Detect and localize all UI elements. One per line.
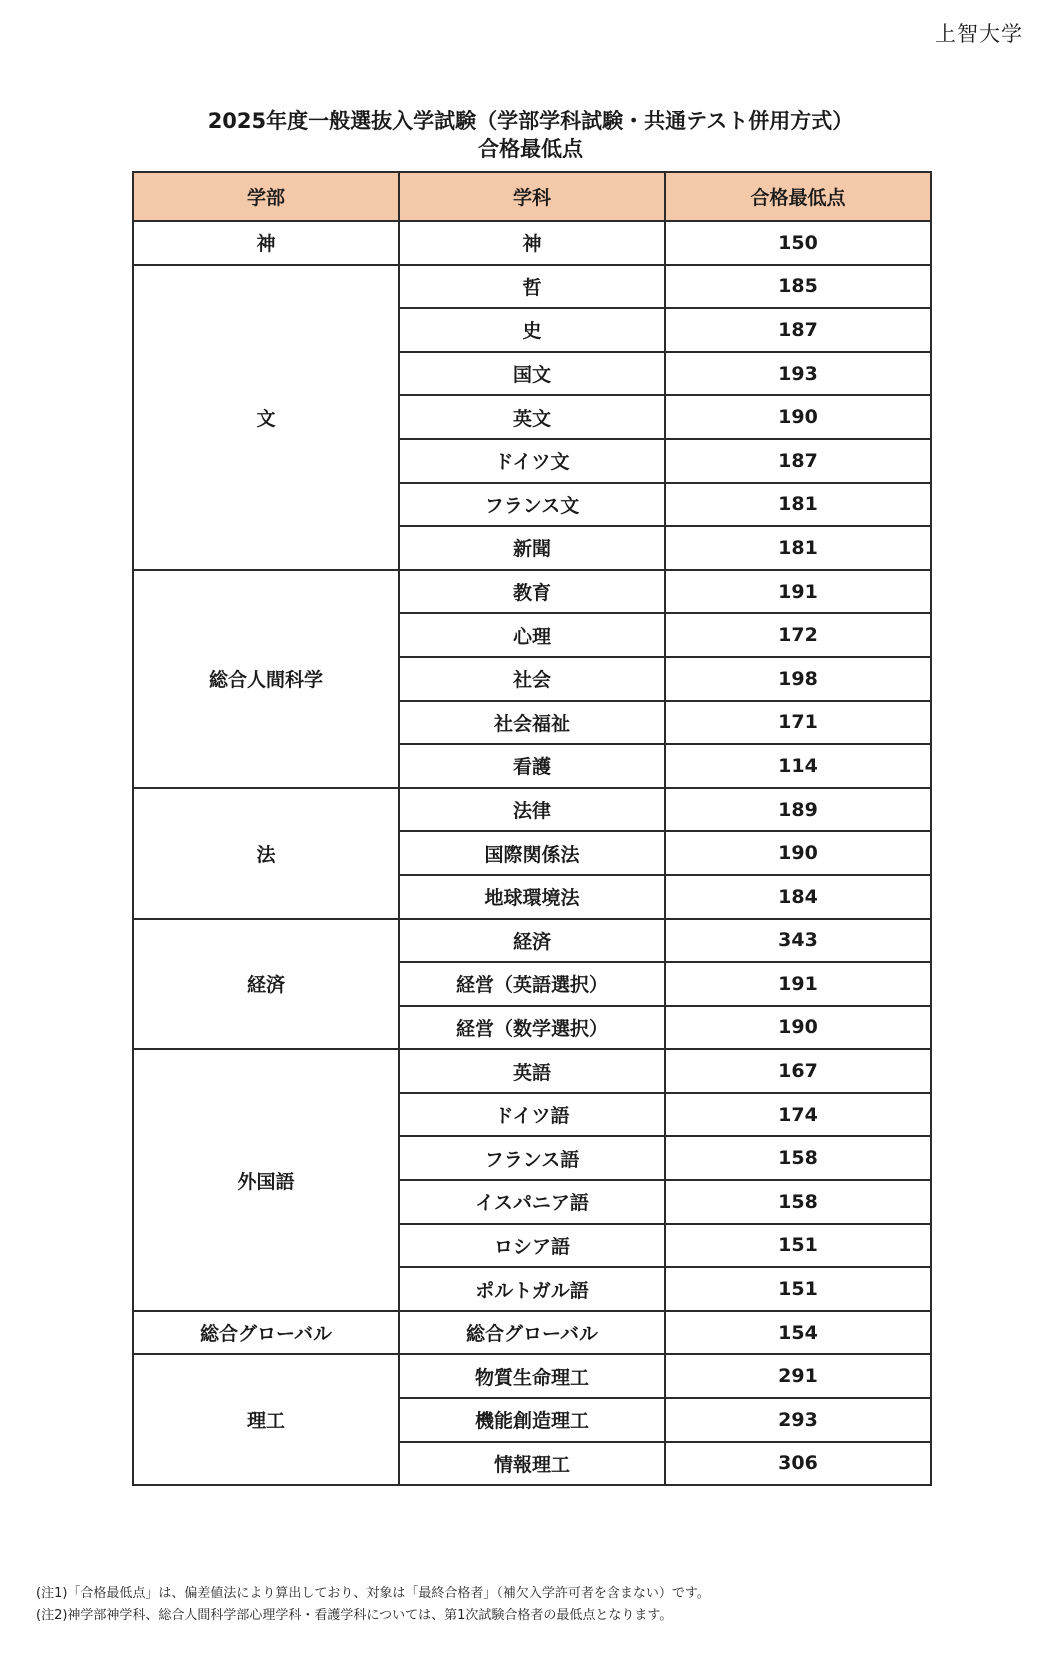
- department-cell: ドイツ語: [399, 1093, 665, 1137]
- table-row: [133, 1049, 931, 1093]
- department-cell: 法律: [399, 788, 665, 832]
- min-score-cell: 158: [665, 1180, 931, 1224]
- department-cell: 教育: [399, 570, 665, 614]
- min-score-cell: 190: [665, 1006, 931, 1050]
- table-row: [133, 1311, 931, 1355]
- footnote-1: (注1)「合格最低点」は、偏差値法により算出しており、対象は「最終合格者」（補欠入学許可者を含まない）です。: [36, 1586, 710, 1601]
- min-score-cell: 181: [665, 526, 931, 570]
- department-cell: ロシア語: [399, 1224, 665, 1268]
- min-score-cell: 151: [665, 1224, 931, 1268]
- department-cell: 総合グローバル: [399, 1311, 665, 1355]
- min-score-cell: 293: [665, 1398, 931, 1442]
- min-score-cell: 191: [665, 962, 931, 1006]
- department-cell: 英文: [399, 395, 665, 439]
- min-score-cell: 174: [665, 1093, 931, 1137]
- page-title: [0, 107, 1061, 163]
- department-cell: フランス語: [399, 1136, 665, 1180]
- header-department: 学科: [399, 172, 665, 221]
- table-row: [133, 919, 931, 963]
- department-cell: 史: [399, 308, 665, 352]
- department-cell: ドイツ文: [399, 439, 665, 483]
- table-row: [133, 1354, 931, 1398]
- department-cell: 新聞: [399, 526, 665, 570]
- min-score-cell: 191: [665, 570, 931, 614]
- min-score-cell: 189: [665, 788, 931, 832]
- table-row: [133, 570, 931, 614]
- department-cell: 看護: [399, 744, 665, 788]
- faculty-cell: 外国語: [133, 1049, 399, 1311]
- department-cell: 社会: [399, 657, 665, 701]
- score-table: [132, 171, 932, 1486]
- department-cell: 国際関係法: [399, 831, 665, 875]
- department-cell: フランス文: [399, 483, 665, 527]
- table-row: [133, 221, 931, 265]
- header-min-score: 合格最低点: [665, 172, 931, 221]
- department-cell: ポルトガル語: [399, 1267, 665, 1311]
- header-row: [133, 172, 931, 221]
- footnotes: [36, 1583, 710, 1627]
- department-cell: 経済: [399, 919, 665, 963]
- min-score-cell: 151: [665, 1267, 931, 1311]
- title-line-2: 合格最低点: [478, 137, 583, 161]
- department-cell: 国文: [399, 352, 665, 396]
- department-cell: 地球環境法: [399, 875, 665, 919]
- department-cell: 経営（英語選択）: [399, 962, 665, 1006]
- min-score-cell: 187: [665, 439, 931, 483]
- min-score-cell: 187: [665, 308, 931, 352]
- university-name: 上智大学: [935, 22, 1023, 46]
- department-cell: 心理: [399, 613, 665, 657]
- min-score-cell: 343: [665, 919, 931, 963]
- min-score-cell: 150: [665, 221, 931, 265]
- department-cell: 経営（数学選択）: [399, 1006, 665, 1050]
- min-score-cell: 172: [665, 613, 931, 657]
- department-cell: 社会福祉: [399, 701, 665, 745]
- min-score-cell: 181: [665, 483, 931, 527]
- min-score-cell: 184: [665, 875, 931, 919]
- min-score-cell: 185: [665, 265, 931, 309]
- min-score-cell: 154: [665, 1311, 931, 1355]
- header-faculty: 学部: [133, 172, 399, 221]
- faculty-cell: 理工: [133, 1354, 399, 1485]
- min-score-cell: 190: [665, 831, 931, 875]
- table-row: [133, 265, 931, 309]
- min-score-cell: 158: [665, 1136, 931, 1180]
- faculty-cell: 法: [133, 788, 399, 919]
- faculty-cell: 文: [133, 265, 399, 570]
- department-cell: 物質生命理工: [399, 1354, 665, 1398]
- min-score-cell: 167: [665, 1049, 931, 1093]
- min-score-cell: 114: [665, 744, 931, 788]
- min-score-cell: 198: [665, 657, 931, 701]
- department-cell: 機能創造理工: [399, 1398, 665, 1442]
- department-cell: 神: [399, 221, 665, 265]
- min-score-cell: 171: [665, 701, 931, 745]
- faculty-cell: 総合グローバル: [133, 1311, 399, 1355]
- faculty-cell: 経済: [133, 919, 399, 1050]
- faculty-cell: 神: [133, 221, 399, 265]
- department-cell: イスパニア語: [399, 1180, 665, 1224]
- footnote-2: (注2)神学部神学科、総合人間科学部心理学科・看護学科については、第1次試験合格者の最低点となります。: [36, 1608, 673, 1623]
- title-line-1: 2025年度一般選抜入学試験（学部学科試験・共通テスト併用方式）: [207, 109, 854, 133]
- faculty-cell: 総合人間科学: [133, 570, 399, 788]
- table-row: [133, 788, 931, 832]
- min-score-cell: 193: [665, 352, 931, 396]
- min-score-cell: 306: [665, 1442, 931, 1486]
- score-table-body: [133, 221, 931, 1485]
- department-cell: 哲: [399, 265, 665, 309]
- min-score-cell: 190: [665, 395, 931, 439]
- department-cell: 英語: [399, 1049, 665, 1093]
- department-cell: 情報理工: [399, 1442, 665, 1486]
- min-score-cell: 291: [665, 1354, 931, 1398]
